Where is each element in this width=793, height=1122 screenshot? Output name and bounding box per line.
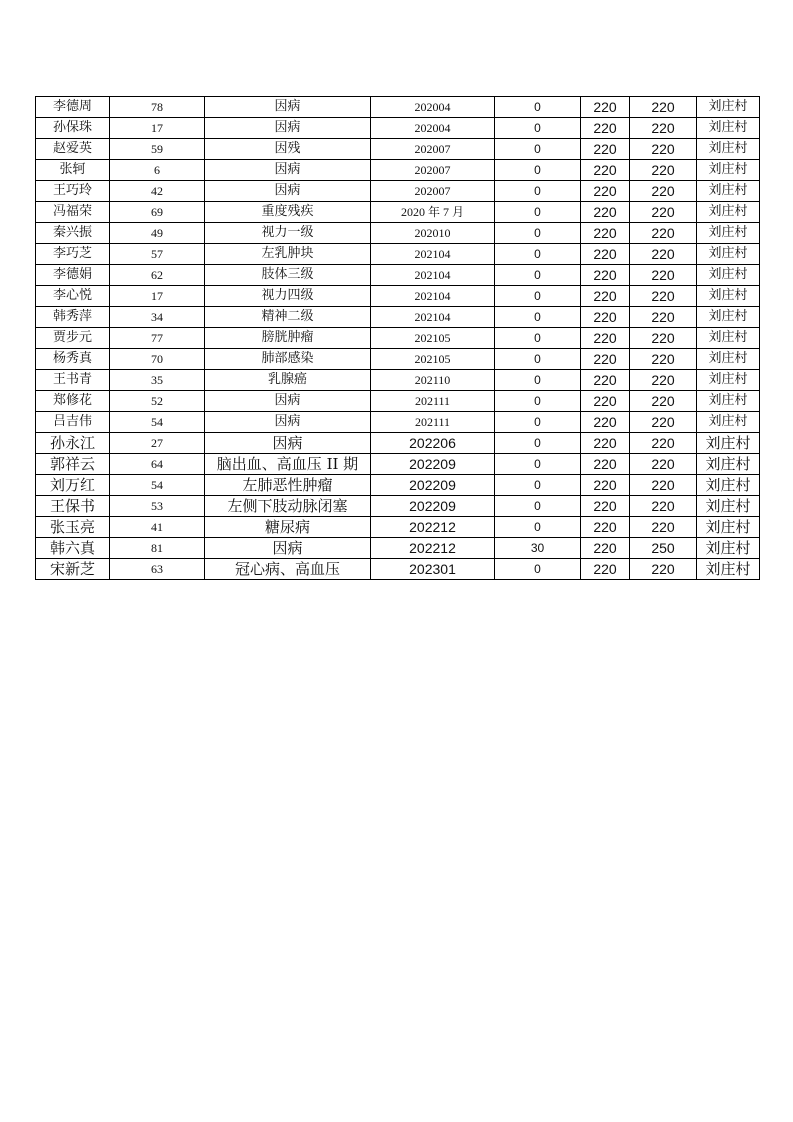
date-cell: 202007	[371, 139, 495, 160]
age-cell: 57	[110, 244, 205, 265]
age-cell: 54	[110, 475, 205, 496]
base-amount-cell: 220	[581, 349, 630, 370]
table-row	[36, 181, 760, 202]
reason-cell: 因病	[205, 538, 371, 559]
date-cell: 202105	[371, 328, 495, 349]
date-cell: 202007	[371, 181, 495, 202]
village-cell: 刘庄村	[697, 517, 760, 538]
name-cell: 杨秀真	[36, 349, 110, 370]
extra-amount-cell: 0	[495, 496, 581, 517]
village-cell: 刘庄村	[697, 412, 760, 433]
extra-amount-cell: 0	[495, 118, 581, 139]
village-cell: 刘庄村	[697, 265, 760, 286]
extra-amount-cell: 0	[495, 391, 581, 412]
extra-amount-cell: 0	[495, 223, 581, 244]
extra-amount-cell: 0	[495, 454, 581, 475]
table-row	[36, 475, 760, 496]
base-amount-cell: 220	[581, 328, 630, 349]
age-cell: 41	[110, 517, 205, 538]
extra-amount-cell: 0	[495, 475, 581, 496]
total-amount-cell: 220	[630, 454, 697, 475]
extra-amount-cell: 0	[495, 97, 581, 118]
records-table-body	[36, 97, 760, 580]
reason-cell: 因病	[205, 391, 371, 412]
extra-amount-cell: 30	[495, 538, 581, 559]
base-amount-cell: 220	[581, 223, 630, 244]
extra-amount-cell: 0	[495, 160, 581, 181]
reason-cell: 因病	[205, 181, 371, 202]
date-cell: 202111	[371, 412, 495, 433]
table-row	[36, 370, 760, 391]
village-cell: 刘庄村	[697, 223, 760, 244]
table-row	[36, 223, 760, 244]
base-amount-cell: 220	[581, 307, 630, 328]
base-amount-cell: 220	[581, 202, 630, 223]
name-cell: 王书青	[36, 370, 110, 391]
name-cell: 李心悦	[36, 286, 110, 307]
age-cell: 63	[110, 559, 205, 580]
name-cell: 郑修花	[36, 391, 110, 412]
table-row	[36, 538, 760, 559]
date-cell: 202104	[371, 286, 495, 307]
total-amount-cell: 220	[630, 349, 697, 370]
name-cell: 郭祥云	[36, 454, 110, 475]
table-row	[36, 412, 760, 433]
extra-amount-cell: 0	[495, 328, 581, 349]
date-cell: 2020 年 7 月	[371, 202, 495, 223]
reason-cell: 膀胱肿瘤	[205, 328, 371, 349]
reason-cell: 因病	[205, 160, 371, 181]
total-amount-cell: 220	[630, 97, 697, 118]
age-cell: 17	[110, 118, 205, 139]
table-row	[36, 496, 760, 517]
records-table	[35, 96, 760, 580]
base-amount-cell: 220	[581, 559, 630, 580]
date-cell: 202104	[371, 307, 495, 328]
reason-cell: 乳腺癌	[205, 370, 371, 391]
age-cell: 77	[110, 328, 205, 349]
reason-cell: 视力一级	[205, 223, 371, 244]
table-row	[36, 286, 760, 307]
village-cell: 刘庄村	[697, 307, 760, 328]
extra-amount-cell: 0	[495, 202, 581, 223]
date-cell: 202212	[371, 517, 495, 538]
name-cell: 李德娟	[36, 265, 110, 286]
date-cell: 202104	[371, 244, 495, 265]
village-cell: 刘庄村	[697, 370, 760, 391]
total-amount-cell: 220	[630, 265, 697, 286]
name-cell: 李巧芝	[36, 244, 110, 265]
name-cell: 宋新芝	[36, 559, 110, 580]
reason-cell: 因病	[205, 97, 371, 118]
total-amount-cell: 220	[630, 328, 697, 349]
total-amount-cell: 220	[630, 475, 697, 496]
date-cell: 202209	[371, 496, 495, 517]
date-cell: 202209	[371, 454, 495, 475]
total-amount-cell: 220	[630, 559, 697, 580]
table-row	[36, 139, 760, 160]
name-cell: 张玉亮	[36, 517, 110, 538]
age-cell: 81	[110, 538, 205, 559]
reason-cell: 重度残疾	[205, 202, 371, 223]
date-cell: 202209	[371, 475, 495, 496]
date-cell: 202206	[371, 433, 495, 454]
table-row	[36, 328, 760, 349]
extra-amount-cell: 0	[495, 244, 581, 265]
extra-amount-cell: 0	[495, 433, 581, 454]
extra-amount-cell: 0	[495, 559, 581, 580]
village-cell: 刘庄村	[697, 202, 760, 223]
date-cell: 202212	[371, 538, 495, 559]
age-cell: 64	[110, 454, 205, 475]
total-amount-cell: 220	[630, 433, 697, 454]
reason-cell: 左乳肿块	[205, 244, 371, 265]
date-cell: 202004	[371, 97, 495, 118]
village-cell: 刘庄村	[697, 286, 760, 307]
extra-amount-cell: 0	[495, 286, 581, 307]
total-amount-cell: 220	[630, 286, 697, 307]
age-cell: 6	[110, 160, 205, 181]
name-cell: 韩秀萍	[36, 307, 110, 328]
base-amount-cell: 220	[581, 244, 630, 265]
reason-cell: 脑出血、高血压 II 期	[205, 454, 371, 475]
reason-cell: 因病	[205, 433, 371, 454]
extra-amount-cell: 0	[495, 349, 581, 370]
total-amount-cell: 220	[630, 412, 697, 433]
base-amount-cell: 220	[581, 517, 630, 538]
village-cell: 刘庄村	[697, 139, 760, 160]
age-cell: 62	[110, 265, 205, 286]
extra-amount-cell: 0	[495, 307, 581, 328]
total-amount-cell: 220	[630, 307, 697, 328]
date-cell: 202105	[371, 349, 495, 370]
village-cell: 刘庄村	[697, 559, 760, 580]
base-amount-cell: 220	[581, 475, 630, 496]
date-cell: 202104	[371, 265, 495, 286]
base-amount-cell: 220	[581, 265, 630, 286]
table-row	[36, 517, 760, 538]
age-cell: 70	[110, 349, 205, 370]
base-amount-cell: 220	[581, 118, 630, 139]
village-cell: 刘庄村	[697, 118, 760, 139]
village-cell: 刘庄村	[697, 160, 760, 181]
name-cell: 孙保珠	[36, 118, 110, 139]
village-cell: 刘庄村	[697, 97, 760, 118]
table-row	[36, 349, 760, 370]
name-cell: 王巧玲	[36, 181, 110, 202]
total-amount-cell: 220	[630, 202, 697, 223]
extra-amount-cell: 0	[495, 265, 581, 286]
village-cell: 刘庄村	[697, 433, 760, 454]
name-cell: 冯福荣	[36, 202, 110, 223]
table-row	[36, 433, 760, 454]
age-cell: 54	[110, 412, 205, 433]
base-amount-cell: 220	[581, 538, 630, 559]
village-cell: 刘庄村	[697, 181, 760, 202]
base-amount-cell: 220	[581, 433, 630, 454]
base-amount-cell: 220	[581, 139, 630, 160]
table-row	[36, 97, 760, 118]
total-amount-cell: 220	[630, 118, 697, 139]
name-cell: 韩六真	[36, 538, 110, 559]
name-cell: 秦兴振	[36, 223, 110, 244]
base-amount-cell: 220	[581, 286, 630, 307]
table-row	[36, 307, 760, 328]
base-amount-cell: 220	[581, 412, 630, 433]
age-cell: 34	[110, 307, 205, 328]
total-amount-cell: 220	[630, 517, 697, 538]
village-cell: 刘庄村	[697, 349, 760, 370]
extra-amount-cell: 0	[495, 517, 581, 538]
total-amount-cell: 220	[630, 160, 697, 181]
table-row	[36, 202, 760, 223]
extra-amount-cell: 0	[495, 370, 581, 391]
date-cell: 202301	[371, 559, 495, 580]
reason-cell: 左肺恶性肿瘤	[205, 475, 371, 496]
reason-cell: 因病	[205, 118, 371, 139]
base-amount-cell: 220	[581, 496, 630, 517]
age-cell: 17	[110, 286, 205, 307]
age-cell: 78	[110, 97, 205, 118]
date-cell: 202007	[371, 160, 495, 181]
total-amount-cell: 220	[630, 496, 697, 517]
village-cell: 刘庄村	[697, 328, 760, 349]
total-amount-cell: 250	[630, 538, 697, 559]
table-row	[36, 118, 760, 139]
age-cell: 35	[110, 370, 205, 391]
village-cell: 刘庄村	[697, 244, 760, 265]
table-row	[36, 454, 760, 475]
base-amount-cell: 220	[581, 370, 630, 391]
base-amount-cell: 220	[581, 97, 630, 118]
reason-cell: 肢体三级	[205, 265, 371, 286]
total-amount-cell: 220	[630, 244, 697, 265]
total-amount-cell: 220	[630, 370, 697, 391]
age-cell: 53	[110, 496, 205, 517]
reason-cell: 视力四级	[205, 286, 371, 307]
name-cell: 孙永江	[36, 433, 110, 454]
date-cell: 202004	[371, 118, 495, 139]
reason-cell: 糖尿病	[205, 517, 371, 538]
age-cell: 49	[110, 223, 205, 244]
reason-cell: 冠心病、高血压	[205, 559, 371, 580]
village-cell: 刘庄村	[697, 391, 760, 412]
total-amount-cell: 220	[630, 139, 697, 160]
name-cell: 吕吉伟	[36, 412, 110, 433]
date-cell: 202110	[371, 370, 495, 391]
reason-cell: 左侧下肢动脉闭塞	[205, 496, 371, 517]
age-cell: 27	[110, 433, 205, 454]
base-amount-cell: 220	[581, 391, 630, 412]
village-cell: 刘庄村	[697, 454, 760, 475]
extra-amount-cell: 0	[495, 181, 581, 202]
table-row	[36, 391, 760, 412]
reason-cell: 精神二级	[205, 307, 371, 328]
reason-cell: 因残	[205, 139, 371, 160]
age-cell: 69	[110, 202, 205, 223]
age-cell: 42	[110, 181, 205, 202]
name-cell: 王保书	[36, 496, 110, 517]
table-row	[36, 244, 760, 265]
total-amount-cell: 220	[630, 223, 697, 244]
base-amount-cell: 220	[581, 454, 630, 475]
name-cell: 贾步元	[36, 328, 110, 349]
base-amount-cell: 220	[581, 181, 630, 202]
reason-cell: 因病	[205, 412, 371, 433]
table-row	[36, 559, 760, 580]
extra-amount-cell: 0	[495, 412, 581, 433]
total-amount-cell: 220	[630, 181, 697, 202]
extra-amount-cell: 0	[495, 139, 581, 160]
village-cell: 刘庄村	[697, 475, 760, 496]
table-row	[36, 265, 760, 286]
village-cell: 刘庄村	[697, 538, 760, 559]
age-cell: 59	[110, 139, 205, 160]
name-cell: 赵爱英	[36, 139, 110, 160]
date-cell: 202010	[371, 223, 495, 244]
date-cell: 202111	[371, 391, 495, 412]
total-amount-cell: 220	[630, 391, 697, 412]
table-row	[36, 160, 760, 181]
reason-cell: 肺部感染	[205, 349, 371, 370]
name-cell: 张轲	[36, 160, 110, 181]
name-cell: 李德周	[36, 97, 110, 118]
age-cell: 52	[110, 391, 205, 412]
base-amount-cell: 220	[581, 160, 630, 181]
village-cell: 刘庄村	[697, 496, 760, 517]
name-cell: 刘万红	[36, 475, 110, 496]
